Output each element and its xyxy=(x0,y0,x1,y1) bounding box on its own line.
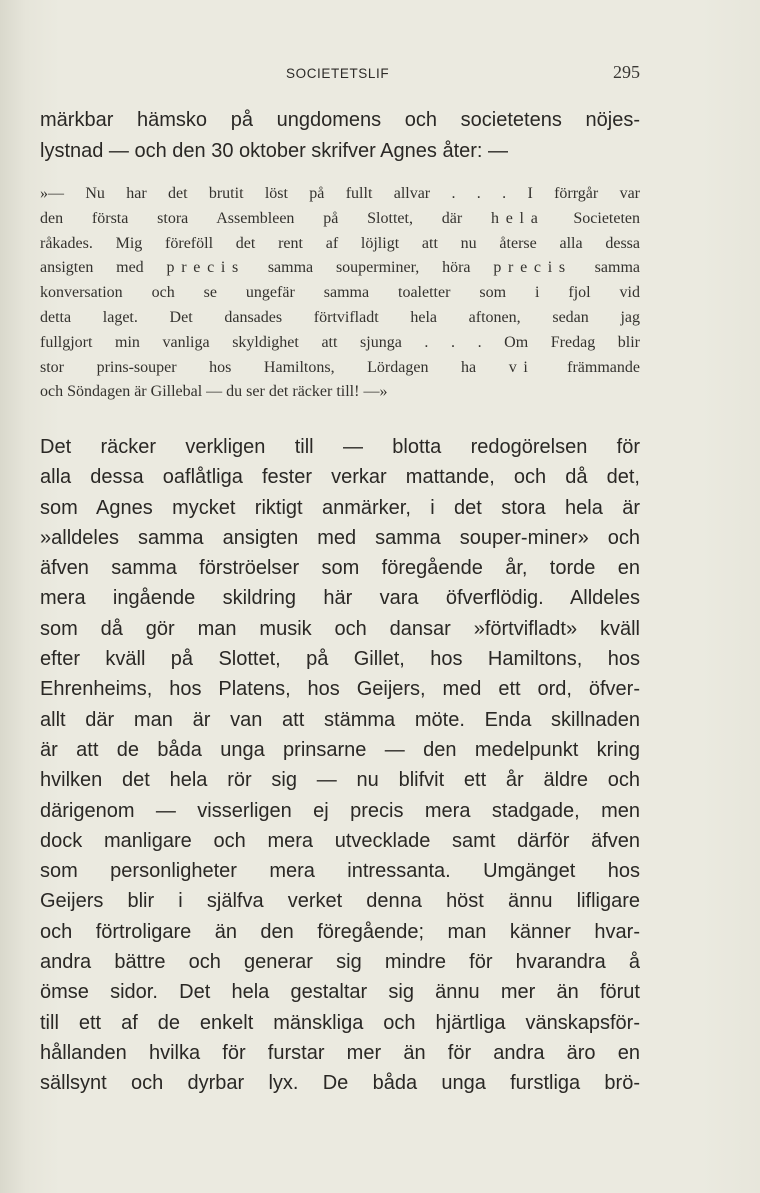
text-line: som personligheter mera intressanta. Umgänget hos xyxy=(40,860,640,883)
letter-line: konversation och se ungefär samma toaletter som i fjol vid xyxy=(40,284,640,302)
letter-text: främmande xyxy=(534,358,640,376)
emphasized-word: precis xyxy=(493,259,572,277)
letter-text: samma xyxy=(571,259,640,277)
text-line: och förtroligare än den föregående; man känner hvar- xyxy=(40,920,640,943)
letter-text: samma souperminer, höra xyxy=(245,259,494,277)
text-line: Geijers blir i själfva verket denna höst ännu lifligare xyxy=(40,890,640,913)
letter-text: den första stora Assembleen på Slottet, där xyxy=(40,209,492,227)
text-line: hvilken det hela rör sig — nu blifvit ett år äldre och xyxy=(40,769,640,792)
letter-line xyxy=(40,256,640,281)
letter-line: detta laget. Det dansades förtvifladt hela aftonen, sedan jag xyxy=(40,308,640,326)
text-line: som då gör man musik och dansar »förtvifladt» kväll xyxy=(40,617,640,640)
letter-line: och Söndagen är Gillebal — du ser det räcker till! —» xyxy=(40,383,388,401)
text-line: Ehrenheims, hos Platens, hos Geijers, med ett ord, öfver- xyxy=(40,678,640,701)
page-header xyxy=(40,64,640,86)
letter-line: råkades. Mig föreföll det rent af löjligt att nu återse alla dessa xyxy=(40,234,640,252)
text-line: märkbar hämsko på ungdomens och societetens nöjes- xyxy=(40,109,640,131)
text-line: allt där man är van att stämma möte. Enda skillnaden xyxy=(40,708,640,731)
text-line: som Agnes mycket riktigt anmärker, i det stora hela är xyxy=(40,496,640,519)
letter-line: fullgjort min vanliga skyldighet att sjunga . . . Om Fredag blir xyxy=(40,333,640,351)
intro-paragraph xyxy=(40,105,640,166)
text-line: därigenom — visserligen ej precis mera stadgade, men xyxy=(40,799,640,822)
text-line: mera ingående skildring här vara öfverflödig. Alldeles xyxy=(40,587,640,610)
text-line: sällsynt och dyrbar lyx. De båda unga furstliga brö- xyxy=(40,1072,640,1095)
text-line: till ett af de enkelt mänskliga och hjärtliga vänskapsför- xyxy=(40,1011,640,1034)
letter-text: Societeten xyxy=(544,209,640,227)
text-line: alla dessa oaflåtliga fester verkar mattande, och då det, xyxy=(40,466,640,489)
running-head: SOCIETETSLIF xyxy=(286,66,390,81)
quoted-letter xyxy=(40,182,640,405)
text-line: Det räcker verkligen till — blotta redogörelsen för xyxy=(40,436,640,458)
text-line: äfven samma förströelser som föregående år, torde en xyxy=(40,557,640,580)
letter-text: ansigten med xyxy=(40,259,167,277)
text-line: andra bättre och generar sig mindre för hvarandra å xyxy=(40,951,640,974)
text-line: efter kväll på Slottet, på Gillet, hos Hamiltons, hos xyxy=(40,648,640,671)
text-line: lystnad — och den 30 oktober skrifver Agnes åter: — xyxy=(40,139,509,162)
text-line: är att de båda unga prinsarne — den medelpunkt kring xyxy=(40,738,640,761)
emphasized-word: vi xyxy=(508,358,535,376)
emphasized-word: hela xyxy=(491,209,545,227)
text-line: dock manligare och mera utvecklade samt därför äfven xyxy=(40,829,640,852)
text-line: ömse sidor. Det hela gestaltar sig ännu mer än förut xyxy=(40,981,640,1004)
letter-line xyxy=(40,356,640,381)
page-number: 295 xyxy=(613,62,640,82)
text-line: »alldeles samma ansigten med samma souper-miner» och xyxy=(40,526,640,549)
letter-line: »— Nu har det brutit löst på fullt allvar . . . I förrgår var xyxy=(40,185,640,202)
body-paragraph xyxy=(40,432,640,1099)
text-line: hållanden hvilka för furstar mer än för andra äro en xyxy=(40,1041,640,1064)
letter-line xyxy=(40,207,640,232)
letter-text: stor prins-souper hos Hamiltons, Lördagen ha xyxy=(40,358,509,376)
emphasized-word: precis xyxy=(166,259,246,277)
